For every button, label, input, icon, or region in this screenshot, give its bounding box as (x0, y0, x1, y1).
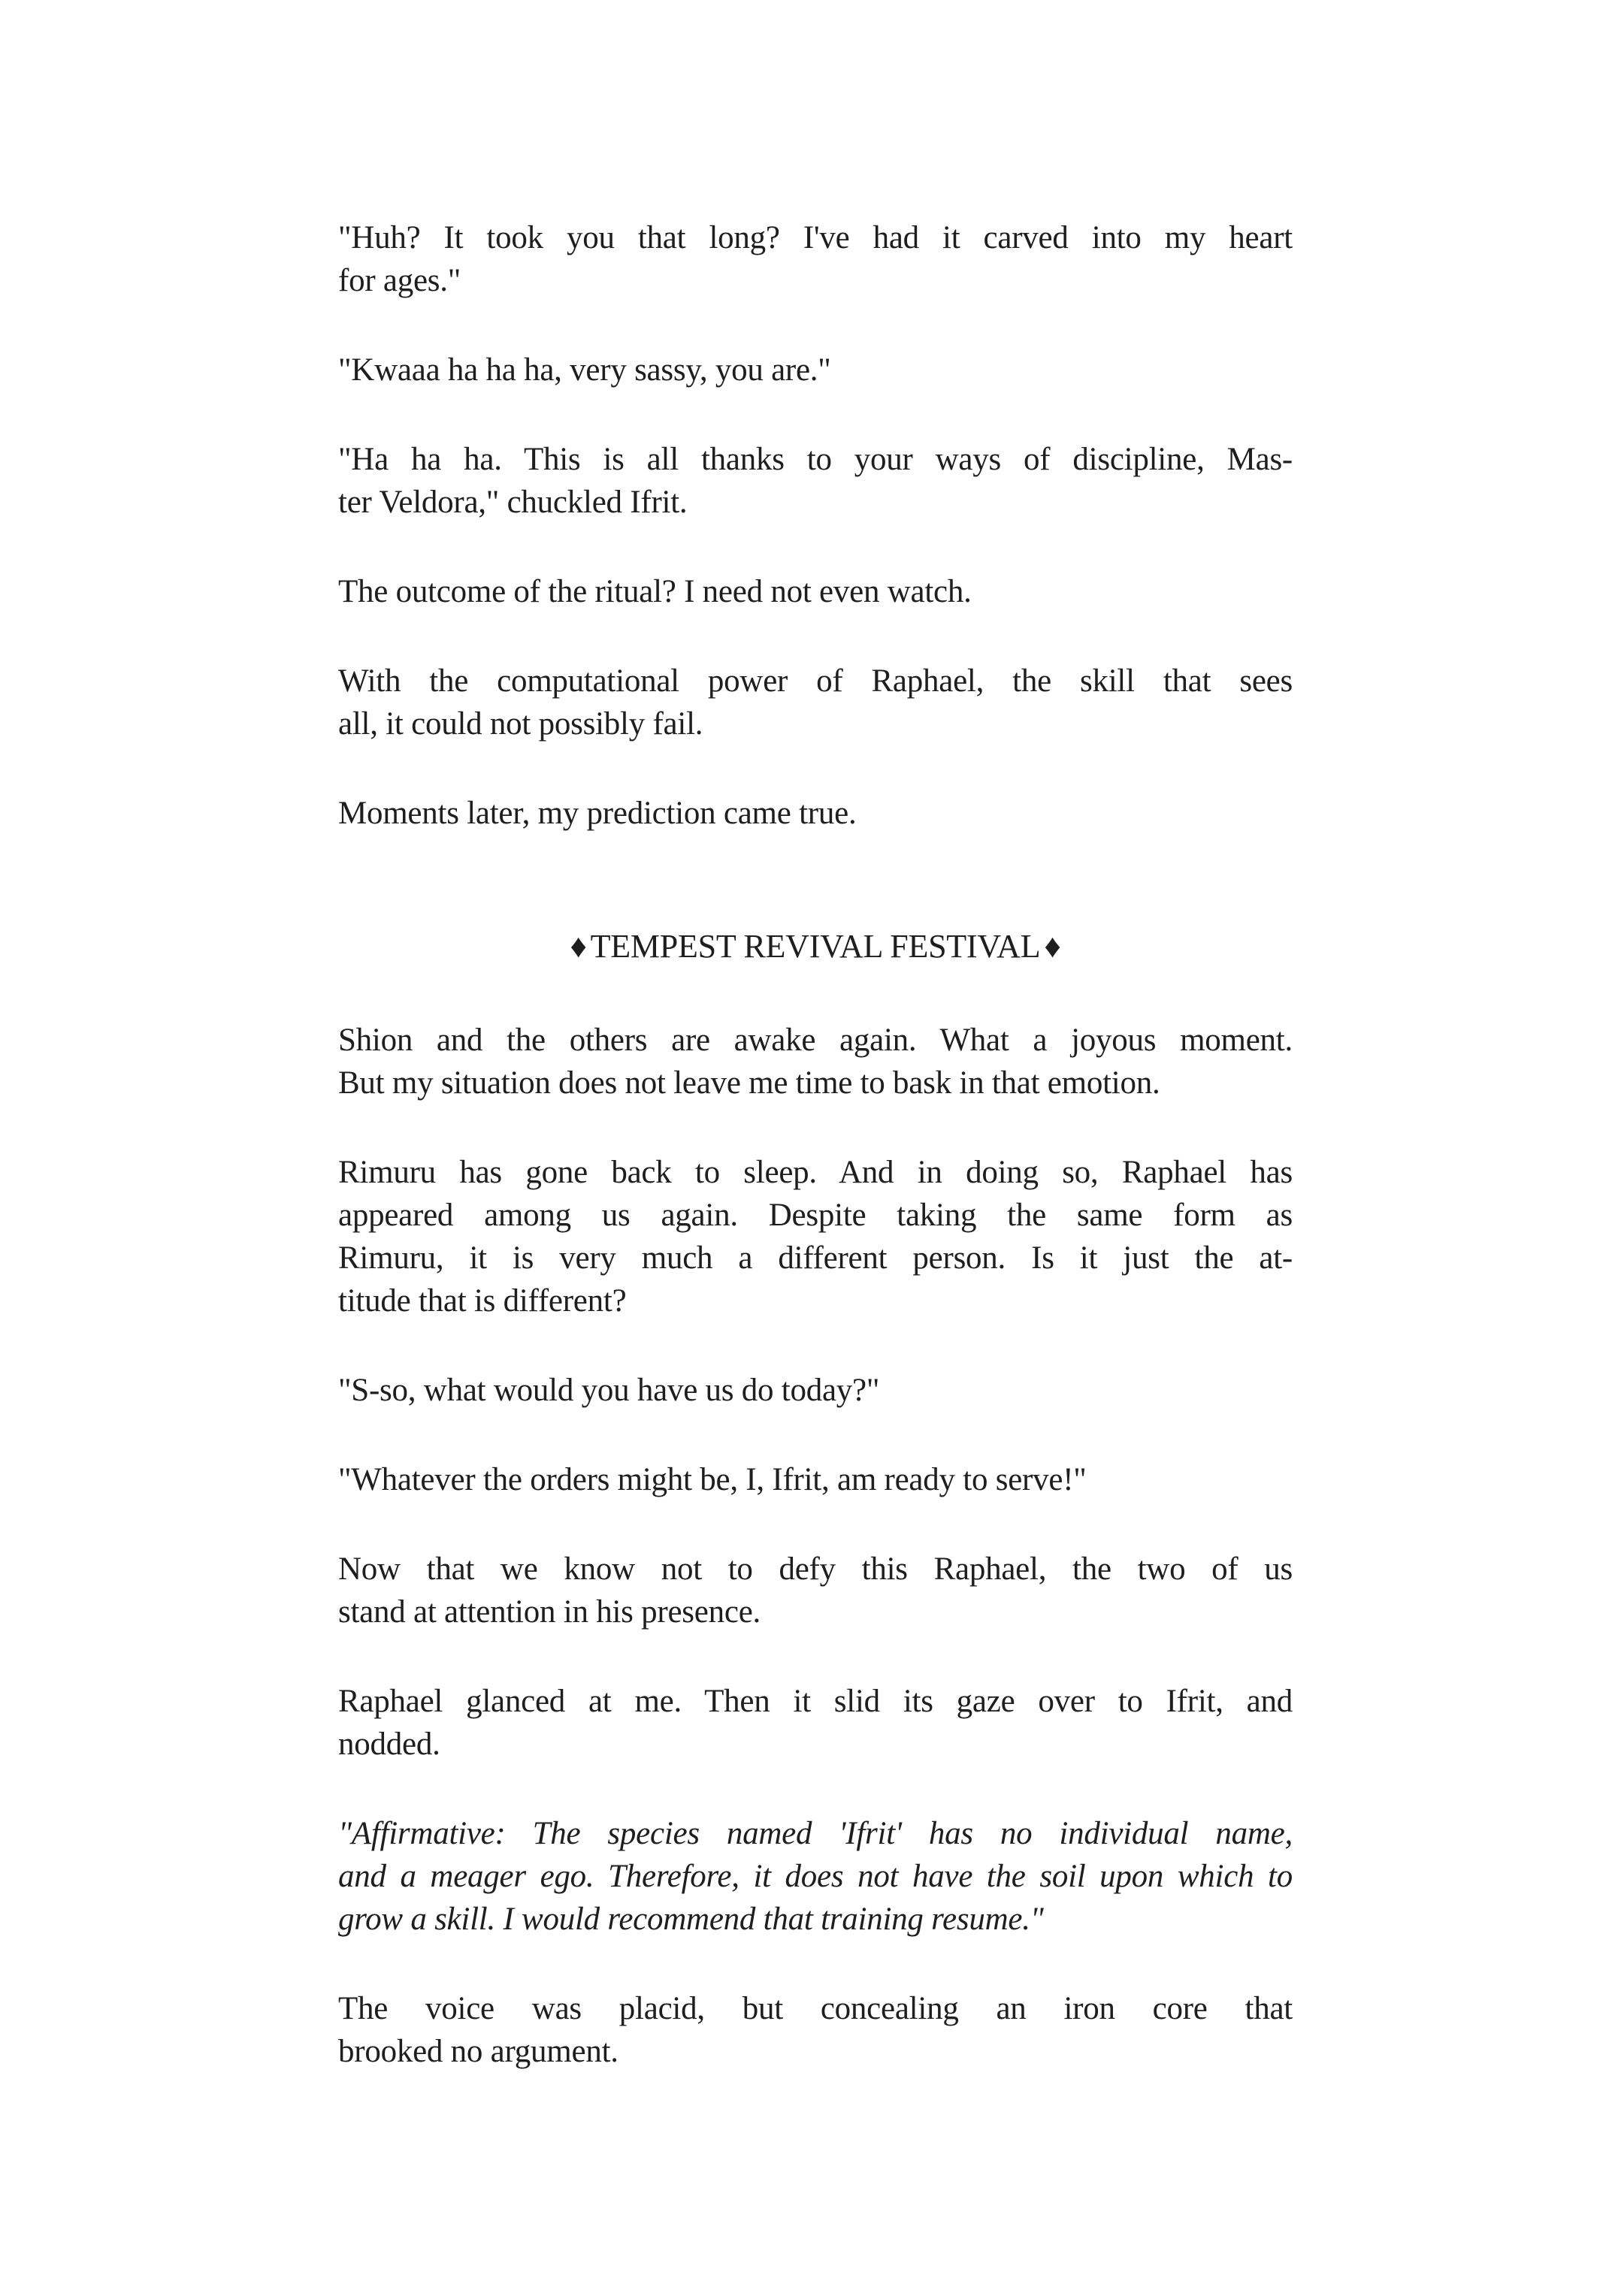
diamond-icon: ♦ (1044, 928, 1061, 965)
text-line: grow a skill. I would recommend that training resume." (338, 1902, 1044, 1937)
text-line: Raphael glanced at me. Then it slid its gaze over to Ifrit, and (338, 1684, 1293, 1719)
section-heading (338, 925, 1293, 968)
text-line: "Kwaaa ha ha ha, very sassy, you are." (338, 352, 831, 388)
text-line: Shion and the others are awake again. What a joyous moment. (338, 1023, 1293, 1058)
text-line: "Ha ha ha. This is all thanks to your ways of discipline, Mas- (338, 442, 1293, 477)
dialogue-paragraph (338, 1369, 1293, 1412)
text-line: Moments later, my prediction came true. (338, 796, 857, 831)
text-line: brooked no argument. (338, 2034, 618, 2069)
text-line: Now that we know not to defy this Raphael, the two of us (338, 1551, 1293, 1587)
text-line: nodded. (338, 1727, 440, 1762)
text-line: and a meager ego. Therefore, it does not have the soil upon which to (338, 1859, 1293, 1894)
text-line: for ages." (338, 263, 461, 298)
narration-paragraph (338, 1548, 1293, 1633)
text-line: "Huh? It took you that long? I've had it carved into my heart (338, 220, 1293, 255)
narration-paragraph (338, 1151, 1293, 1322)
narration-paragraph (338, 1019, 1293, 1104)
narration-paragraph (338, 792, 1293, 835)
text-line: The voice was placid, but concealing an iron core that (338, 1991, 1293, 2026)
text-line: titude that is different? (338, 1283, 627, 1319)
dialogue-paragraph (338, 1458, 1293, 1501)
text-line: stand at attention in his presence. (338, 1594, 761, 1630)
dialogue-paragraph (338, 216, 1293, 302)
text-column (338, 216, 1293, 2119)
text-line: Rimuru, it is very much a different person. Is it just the at- (338, 1240, 1293, 1276)
text-line: With the computational power of Raphael, the skill that sees (338, 663, 1293, 699)
dialogue-paragraph (338, 438, 1293, 524)
system-paragraph (338, 1812, 1293, 1941)
narration-paragraph (338, 570, 1293, 613)
narration-paragraph (338, 660, 1293, 745)
text-line: "S-so, what would you have us do today?" (338, 1373, 880, 1408)
dialogue-paragraph (338, 349, 1293, 391)
narration-paragraph (338, 1680, 1293, 1766)
text-line: ter Veldora," chuckled Ifrit. (338, 485, 688, 520)
narration-paragraph (338, 1987, 1293, 2073)
text-line: "Whatever the orders might be, I, Ifrit, am ready to serve!" (338, 1462, 1087, 1497)
text-line: Rimuru has gone back to sleep. And in doing so, Raphael has (338, 1155, 1293, 1190)
text-line: appeared among us again. Despite taking the same form as (338, 1198, 1293, 1233)
diamond-icon: ♦ (570, 928, 587, 965)
text-line: all, it could not possibly fail. (338, 706, 703, 742)
text-line: "Affirmative: The species named 'Ifrit' has no individual name, (338, 1816, 1293, 1851)
section-heading-text: TEMPEST REVIVAL FESTIVAL (590, 928, 1041, 965)
text-line: But my situation does not leave me time to bask in that emotion. (338, 1065, 1160, 1101)
text-line: The outcome of the ritual? I need not even watch. (338, 574, 972, 609)
